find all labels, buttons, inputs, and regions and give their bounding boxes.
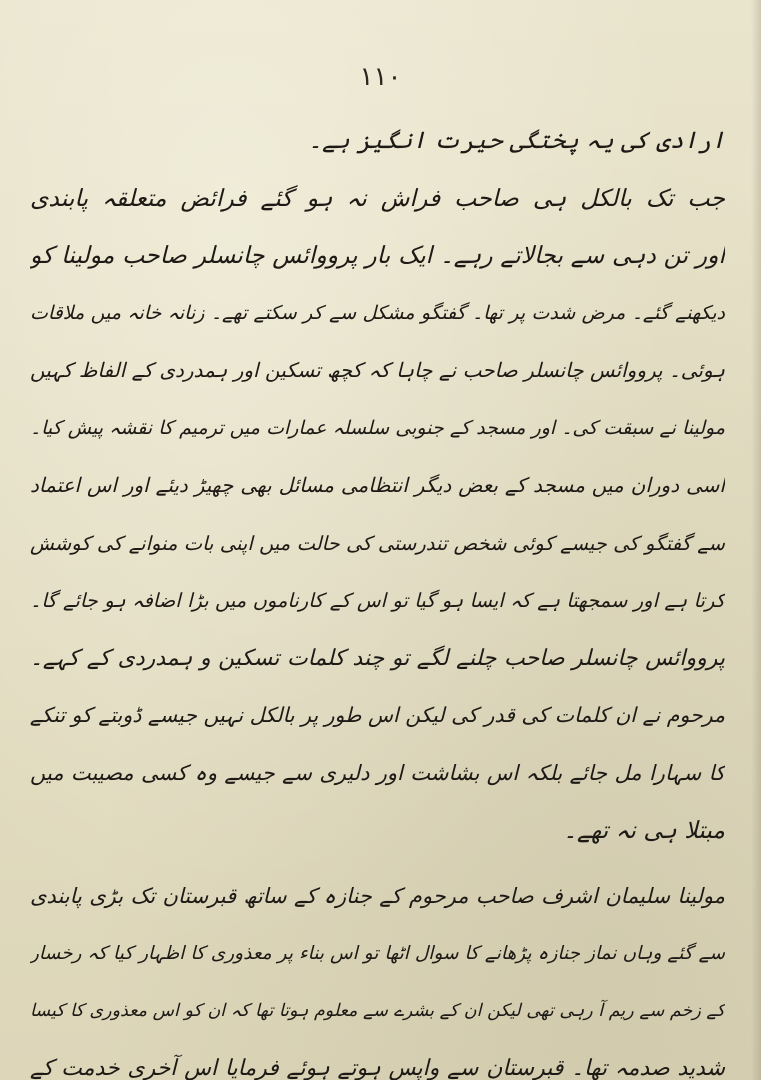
text-line: کرتا ہے اور سمجھتا ہے کہ ایسا ہو گیا تو اس کے کارناموں میں بڑا اضافہ ہو جائے گا۔ — [30, 589, 725, 612]
text-line: دیکھنے گئے۔ مرض شدت پر تھا۔ گفتگو مشکل سے کر سکتے تھے۔ زنانہ خانہ میں ملاقات — [30, 301, 725, 324]
text-line: ارادی کی یہ پختگی حیرت انگیز ہے۔ — [308, 126, 725, 154]
text-line: مولینا سلیمان اشرف صاحب مرحوم کے جنازہ کے ساتھ قبرستان تک بڑی پابندی — [30, 883, 725, 908]
text-line: شدید صدمہ تھا۔ قبرستان سے واپس ہوتے ہوئے فرمایا اس آخری خدمت کے — [30, 1056, 725, 1080]
page-number: ۱۱۰ — [359, 62, 402, 92]
text-line: ہوئی۔ پرووائس چانسلر صاحب نے چاہا کہ کچھ تسکین اور ہمدردی کے الفاظ کہیں — [30, 358, 725, 382]
text-line: سے گئے وہاں نماز جنازہ پڑھانے کا سوال اٹھا تو اس بناء پر معذوری کا اظہار کیا کہ رخسار — [30, 943, 725, 964]
text-line: کا سہارا مل جائے بلکہ اس بشاشت اور دلیری سے جیسے وہ کسی مصیبت میں — [30, 760, 725, 785]
paragraph-gap — [30, 860, 725, 868]
body-text — [30, 112, 725, 1080]
text-line: پرووائس چانسلر صاحب چلنے لگے تو چند کلمات تسکین و ہمدردی کے کہے۔ — [30, 645, 725, 671]
text-line: جب تک بالکل ہی صاحب فراش نہ ہو گئے فرائض متعلقہ پابندی — [30, 183, 725, 212]
text-line: اسی دوران میں مسجد کے بعض دیگر انتظامی مسائل بھی چھیڑ دیئے اور اس اعتماد — [30, 473, 725, 497]
text-line: مبتلا ہی نہ تھے۔ — [563, 816, 725, 844]
text-line: سے گفتگو کی جیسے کوئی شخص تندرستی کی حالت میں اپنی بات منوانے کی کوشش — [30, 531, 725, 555]
page-edge-shadow — [751, 0, 761, 1080]
text-line: مرحوم نے ان کلمات کی قدر کی لیکن اس طور پر بالکل نہیں جیسے ڈوبتے کو تنکے — [30, 703, 725, 727]
text-line: اور تن دہی سے بجالاتے رہے۔ ایک بار پرووائس چانسلر صاحب مولینا کو — [30, 241, 725, 269]
text-line: مولینا نے سبقت کی۔ اور مسجد کے جنوبی سلسلہ عمارات میں ترمیم کا نقشہ پیش کیا۔ — [30, 416, 725, 439]
text-line: کے زخم سے ریم آ رہی تھی لیکن ان کے بشرے سے معلوم ہوتا تھا کہ ان کو اس معذوری کا کیسا — [30, 1000, 725, 1021]
